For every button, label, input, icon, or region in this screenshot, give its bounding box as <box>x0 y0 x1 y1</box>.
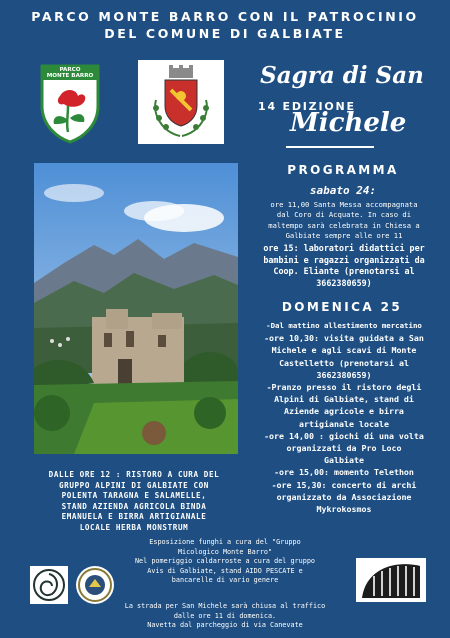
saturday-line: ore 11,00 Santa Messa accompagnata <box>270 200 418 209</box>
footer-line: dalle ore 11 di domenica. <box>173 611 277 620</box>
sunday-line: -ore 14,00 : giochi di una volta <box>264 430 424 441</box>
sunday-line: organizzato da Associazione <box>276 491 412 502</box>
sunday-line: -ore 15,00: momento Telethon <box>274 467 414 478</box>
footer-line: Navetta dal parcheggio di via Canevate <box>147 621 303 630</box>
sunday-line: Aziende agricole e birra <box>284 406 404 417</box>
saturday-line: maltempo sarà celebrata in Chiesa a <box>268 220 420 230</box>
header-line-2: DEL COMUNE DI GALBIATE <box>104 26 346 41</box>
church-mountain-photo <box>34 163 238 454</box>
footer-line: Esposizione funghi a cura del "Gruppo <box>149 538 301 546</box>
lunch-line: LOCALE HERBA MONSTRUM <box>79 522 189 532</box>
park-logo <box>38 62 102 144</box>
footer-info <box>120 538 330 586</box>
header-line-1: PARCO MONTE BARRO CON IL PATROCINIO <box>31 9 419 24</box>
saturday-line: 3662380659) <box>316 277 372 288</box>
footer-line: Nel pomeriggio caldarroste a cura del gruppo <box>134 557 316 566</box>
park-logo-text: PARCO MONTE BARRO <box>46 67 94 80</box>
saturday-line: dal Coro di Acquate. In caso di <box>276 210 412 220</box>
footer-traffic-info <box>118 602 332 631</box>
emblem-icon <box>76 566 114 604</box>
sunday-line: Alpini di Galbiate, stand di <box>274 394 414 405</box>
sunday-line: -ore 15,30: concerto di archi <box>271 479 417 490</box>
lunch-info <box>24 470 244 534</box>
footer-line: La strada per San Michele sarà chiusa al traffico <box>124 602 326 610</box>
footer-line: Micologico Monte Barro" <box>177 547 273 556</box>
harp-icon <box>356 558 426 602</box>
footer-line: bancarelle di vario genere <box>171 576 279 585</box>
sunday-line: -Dal mattino allestimento mercatino <box>266 321 422 330</box>
saturday-line: Coop. Eliante (prenotarsi al <box>273 266 415 277</box>
saturday-line: bambini e ragazzi organizzati da <box>263 254 425 265</box>
sunday-line: -Pranzo presso il ristoro degli <box>266 382 422 393</box>
edition-label: 14 EDIZIONE <box>258 100 356 113</box>
saturday-line: ore 15: laboratori didattici per <box>263 243 425 253</box>
sunday-line: organizzati da Pro Loco <box>286 443 402 454</box>
lunch-line: STAND AZIENDA AGRICOLA BINDA <box>61 501 207 511</box>
sunday-line: Galbiate <box>324 455 364 466</box>
header <box>0 8 450 42</box>
lunch-line: GRUPPO ALPINI DI GALBIATE CON <box>59 480 209 490</box>
title-line-2: Michele <box>290 108 407 138</box>
saturday-block-1 <box>246 200 442 242</box>
coat-of-arms-icon <box>138 60 224 144</box>
saturday-block-2 <box>246 243 442 289</box>
lunch-line: EMANUELA E BIRRA ARTIGIANALE <box>61 512 207 522</box>
mykrokosmos-logo <box>356 558 426 602</box>
sunday-line: 3662380659) <box>316 369 372 380</box>
sunday-line: artigianale locale <box>299 418 389 429</box>
sunday-block <box>244 320 444 515</box>
comune-logo <box>138 60 224 144</box>
sunday-heading: DOMENICA 25 <box>281 300 403 314</box>
sunday-line: Michele e agli scavi di Monte <box>271 345 417 356</box>
shell-icon <box>30 566 68 604</box>
sunday-line: Castelletto (prenotarsi al <box>279 357 409 368</box>
lunch-line: DALLE ORE 12 : RISTORO A CURA DEL <box>48 470 220 479</box>
association-logo-2 <box>76 566 114 604</box>
saturday-heading: sabato 24: <box>309 184 377 197</box>
title-separator <box>286 146 374 148</box>
programma-heading: PROGRAMMA <box>287 163 399 177</box>
sunday-line: Mykrokosmos <box>316 504 372 515</box>
title-line-1: Sagra di San <box>260 62 424 89</box>
association-logo-1 <box>30 566 68 604</box>
sunday-line: -ore 10,30: visita guidata a San <box>264 333 424 344</box>
saturday-line: Galbiate sempre alle ore 11 <box>285 231 403 241</box>
footer-line: Avis di Galbiate, stand AIDO PESCATE e <box>147 566 303 575</box>
lunch-line: POLENTA TARAGNA E SALAMELLE, <box>61 491 207 501</box>
